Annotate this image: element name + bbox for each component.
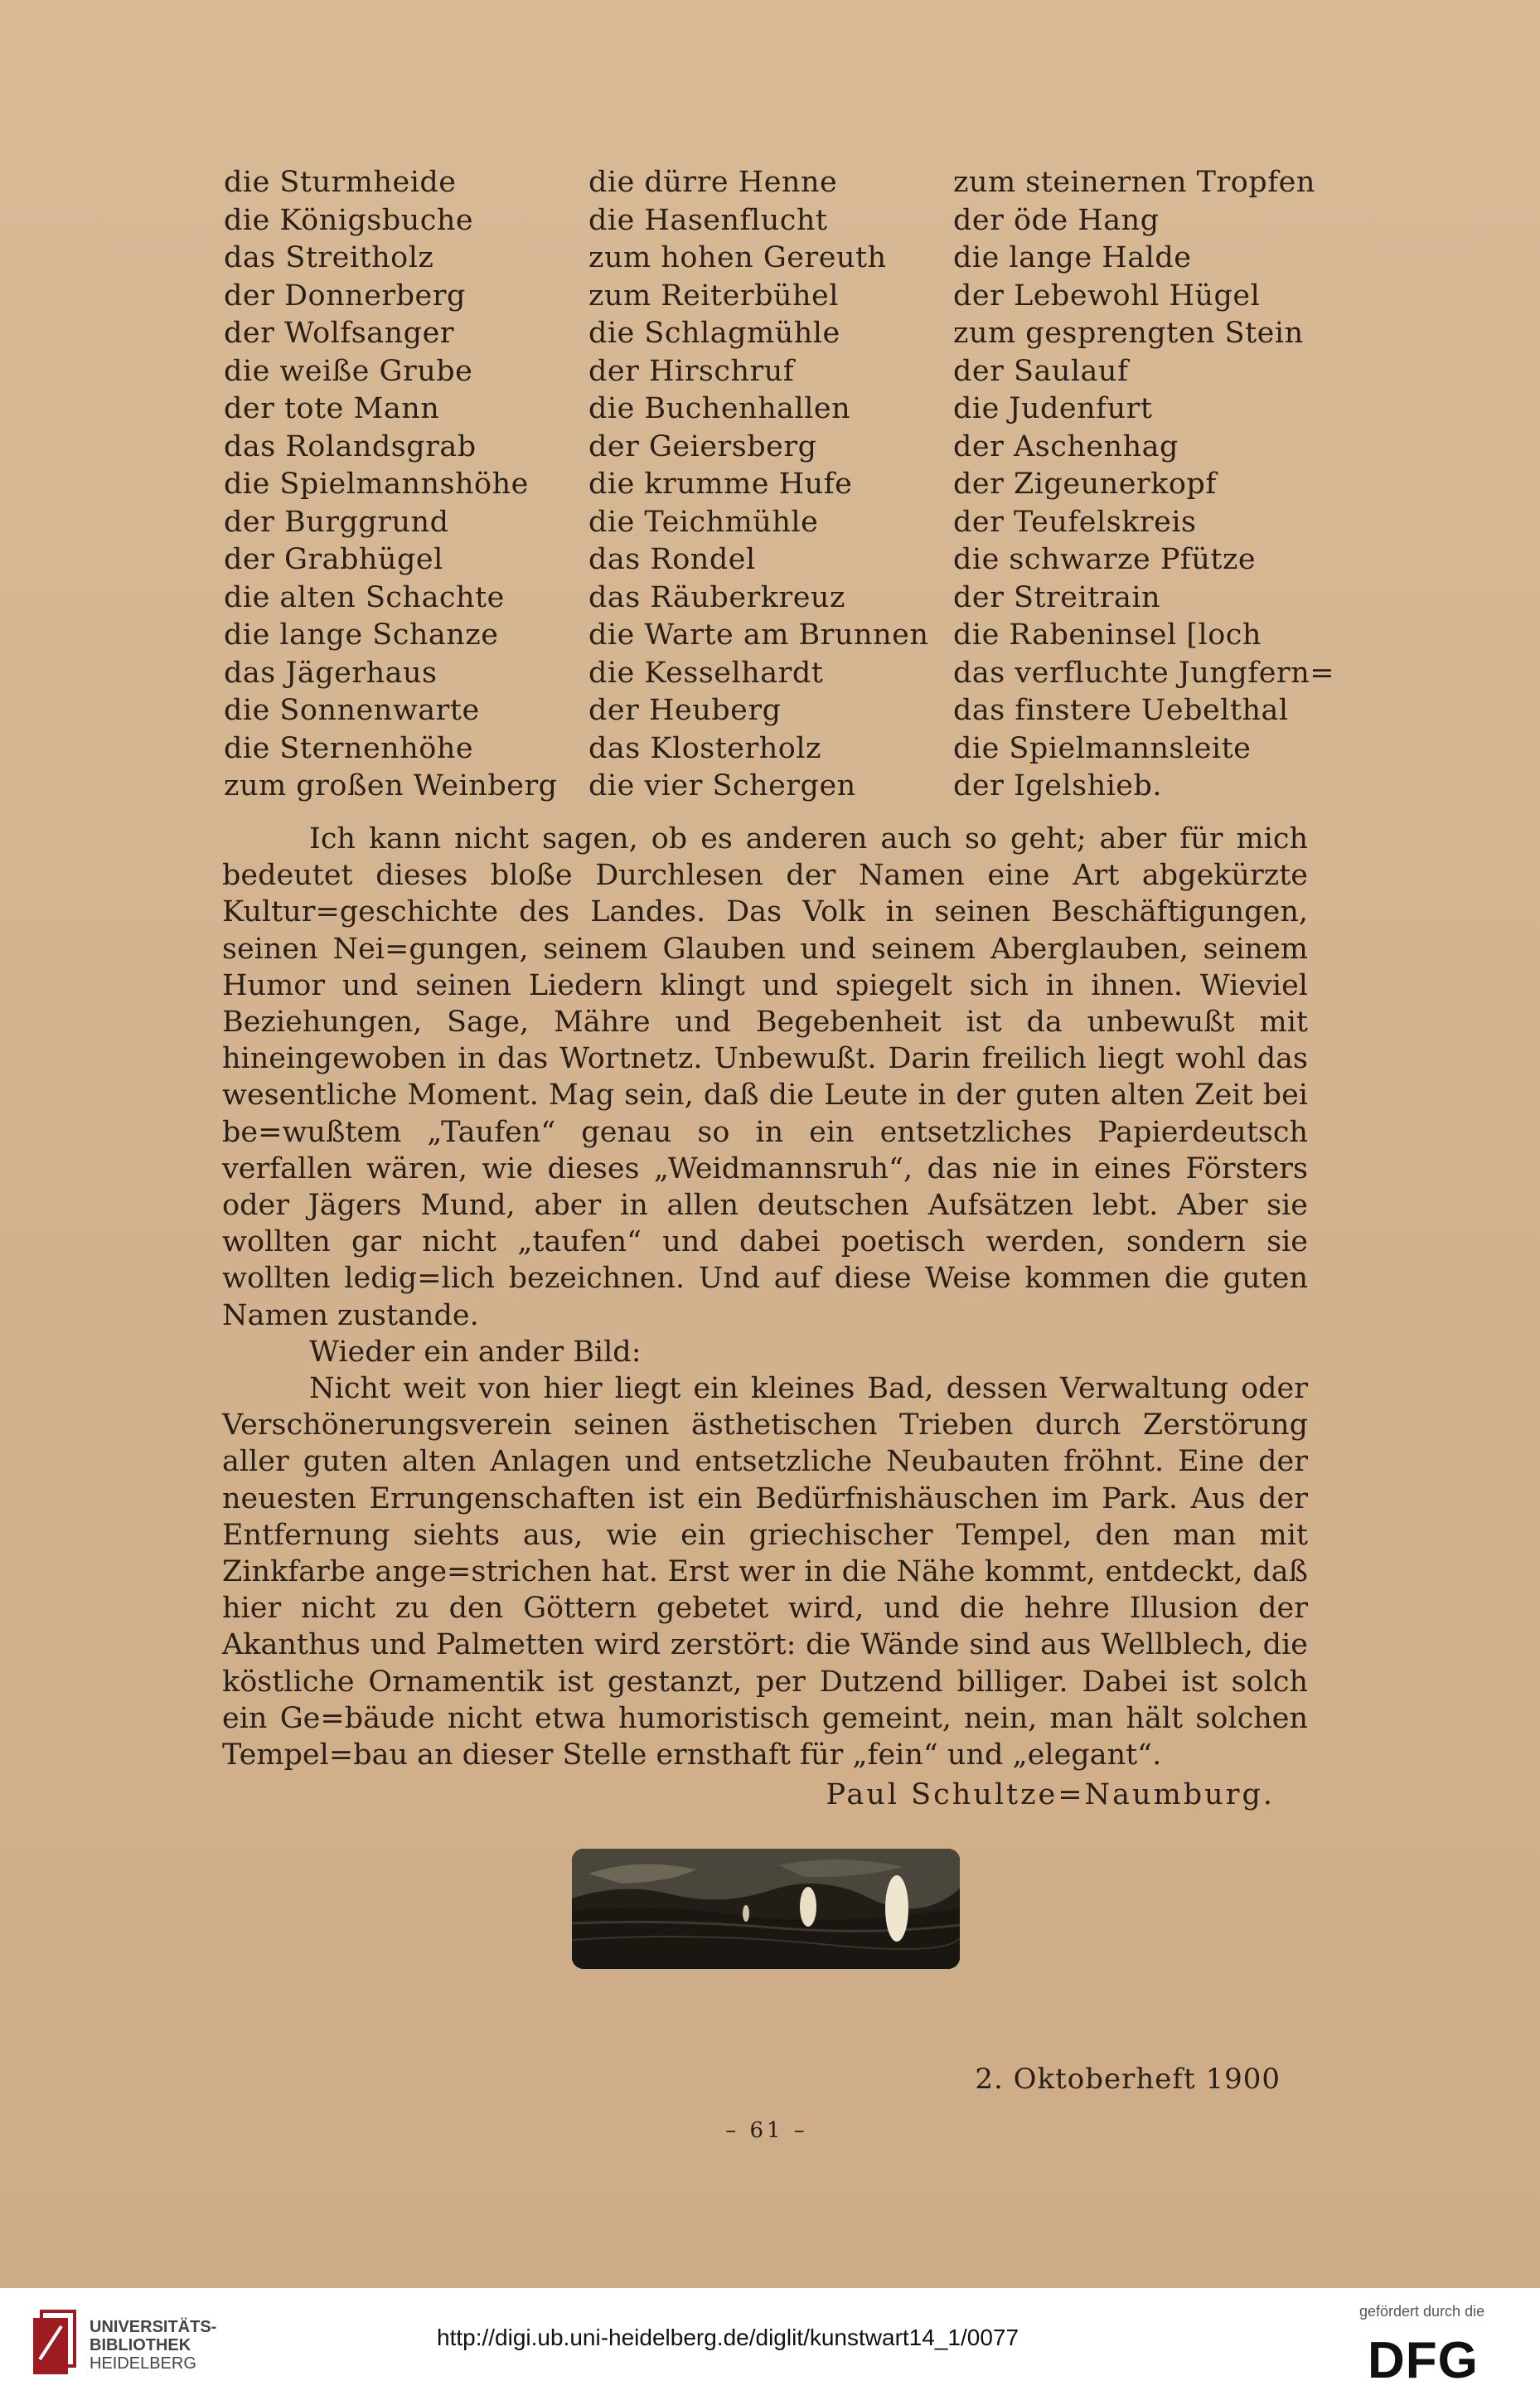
- place-name-item: der tote Mann: [224, 392, 440, 425]
- place-name-list: [224, 164, 1335, 806]
- place-name-item: der Hirschruf: [588, 354, 795, 388]
- place-name-item: der Saulauf: [953, 354, 1129, 388]
- place-name-item: die lange Schanze: [224, 618, 499, 652]
- author-signature: Paul Schultze=Naumburg.: [826, 1778, 1275, 1812]
- place-name-item: die Rabeninsel [loch: [953, 618, 1262, 652]
- place-name-item: der Teufelskreis: [953, 505, 1197, 539]
- place-name-item: die Sternenhöhe: [224, 731, 474, 765]
- issue-label: 2. Oktoberheft 1900: [975, 2063, 1281, 2096]
- dfg-logo: DFG: [1368, 2332, 1479, 2389]
- place-name-item: der Grabhügel: [224, 543, 443, 576]
- place-name-item: der Burggrund: [224, 505, 449, 539]
- place-name-item: der Streitrain: [953, 580, 1161, 614]
- place-name-item: das Rolandsgrab: [224, 429, 477, 463]
- place-name-item: der öde Hang: [953, 203, 1160, 237]
- place-name-item: der Lebewohl Hügel: [953, 279, 1261, 313]
- place-name-item: das Räuberkreuz: [588, 580, 845, 614]
- place-name-item: zum gesprengten Stein: [953, 317, 1304, 350]
- funding-note: gefördert durch die: [1359, 2303, 1485, 2320]
- place-name-item: die weiße Grube: [224, 354, 473, 388]
- place-names-column-3: [953, 164, 1335, 806]
- place-name-item: das finstere Uebelthal: [953, 694, 1289, 727]
- place-name-item: zum großen Weinberg: [224, 769, 558, 802]
- place-name-item: die Buchenhallen: [588, 392, 851, 425]
- place-name-item: der Aschenhag: [953, 429, 1179, 463]
- place-name-item: zum hohen Gereuth: [588, 241, 887, 274]
- place-name-item: die schwarze Pfütze: [953, 543, 1257, 576]
- place-name-item: das Streitholz: [224, 241, 434, 274]
- place-name-item: die dürre Henne: [588, 166, 838, 199]
- place-name-item: das Jägerhaus: [224, 656, 438, 690]
- place-name-item: die Sonnenwarte: [224, 694, 480, 727]
- place-name-item: die Hasenflucht: [588, 203, 828, 237]
- place-name-item: das Rondel: [588, 543, 756, 576]
- page-number: – 61 –: [725, 2118, 808, 2143]
- place-name-item: das Klosterholz: [588, 731, 821, 765]
- place-name-item: der Wolfsanger: [224, 317, 455, 350]
- footer-bar: [0, 2288, 1540, 2400]
- paragraph: Ich kann nicht sagen, ob es anderen auch so geht; aber für mich bedeutet dieses bloße Durchlesen der Namen eine Art abgekürzte Kultur=geschichte des Landes. Das Volk in seinen Beschäftigungen, seinen Nei=gungen, seinem Glauben und seinem Aberglauben, seinem Humor und seinen Liedern klingt und spiegelt sich in ihnen. Wieviel Beziehungen, Sage, Mähre und Begebenheit ist da unbewußt mit hineingewoben in das Wortnetz. Unbewußt. Darin freilich liegt wohl das wesentliche Moment. Mag sein, daß die Leute in der guten alten Zeit bei be=wußtem „Taufen“ genau so in ein entsetzliches Papierdeutsch verfallen wären, wie dieses „Weidmannsruh“, das nie in eines Försters oder Jägers Mund, aber in allen deutschen Aufsätzen lebt. Aber sie wollten gar nicht „taufen“ und dabei poetisch werden, sondern sie wollten ledig=lich bezeichnen. Und auf diese Weise kommen die guten Namen zustande.: [222, 822, 1308, 1332]
- library-logo-icon: [31, 2310, 76, 2379]
- place-name-item: die Kesselhardt: [588, 656, 824, 690]
- landscape-vignette-image: [572, 1849, 960, 1969]
- place-name-item: der Geiersberg: [588, 429, 817, 463]
- paragraph: Nicht weit von hier liegt ein kleines Bad, dessen Verwaltung oder Verschönerungsverein seinen ästhetischen Trieben durch Zerstörung aller guten alten Anlagen und entsetzliche Neubauten fröhnt. Eine der neuesten Errungenschaften ist ein Bedürfnishäuschen im Park. Aus der Entfernung siehts aus, wie ein griechischer Tempel, den man mit Zinkfarbe ange=strichen hat. Erst wer in die Nähe kommt, entdeckt, daß hier nicht zu den Göttern gebetet wird, und die hehre Illusion der Akanthus und Palmetten wird zerstört: die Wände sind aus Wellblech, die köstliche Ornamentik ist gestanzt, per Dutzend billiger. Dabei ist solch ein Ge=bäude nicht etwa humoristisch gemeint, nein, man hält solchen Tempel=bau an dieser Stelle ernsthaft für „fein“ und „elegant“.: [222, 1372, 1308, 1772]
- place-name-item: die lange Halde: [953, 241, 1192, 274]
- place-name-item: das verfluchte Jungfern=: [953, 656, 1335, 690]
- place-name-item: die Königsbuche: [224, 203, 474, 237]
- place-names-column-2: [588, 164, 953, 806]
- place-name-item: der Zigeunerkopf: [953, 468, 1217, 501]
- place-name-item: die Schlagmühle: [588, 317, 840, 350]
- place-name-item: die krumme Hufe: [588, 468, 853, 501]
- place-name-item: zum steinernen Tropfen: [953, 166, 1315, 199]
- place-name-item: die vier Schergen: [588, 769, 856, 802]
- place-names-column-1: [224, 164, 588, 806]
- body-text: [222, 821, 1308, 1813]
- place-name-item: der Igelshieb.: [953, 769, 1163, 802]
- place-name-item: die Teichmühle: [588, 505, 819, 539]
- library-name: UNIVERSITÄTS- BIBLIOTHEK HEIDELBERG: [90, 2318, 217, 2373]
- place-name-item: die Spielmannsleite: [953, 731, 1252, 765]
- place-name-item: die Warte am Brunnen: [588, 618, 929, 652]
- place-name-item: der Heuberg: [588, 694, 782, 727]
- paragraph: Wieder ein ander Bild:: [309, 1335, 642, 1369]
- place-name-item: die alten Schachte: [224, 580, 505, 614]
- place-name-item: die Spielmannshöhe: [224, 468, 529, 501]
- place-name-item: die Sturmheide: [224, 166, 457, 199]
- place-name-item: der Donnerberg: [224, 279, 466, 313]
- place-name-item: die Judenfurt: [953, 392, 1153, 425]
- source-url-link[interactable]: http://digi.ub.uni-heidelberg.de/diglit/kunstwart14_1/0077: [437, 2325, 1019, 2350]
- place-name-item: zum Reiterbühel: [588, 279, 839, 313]
